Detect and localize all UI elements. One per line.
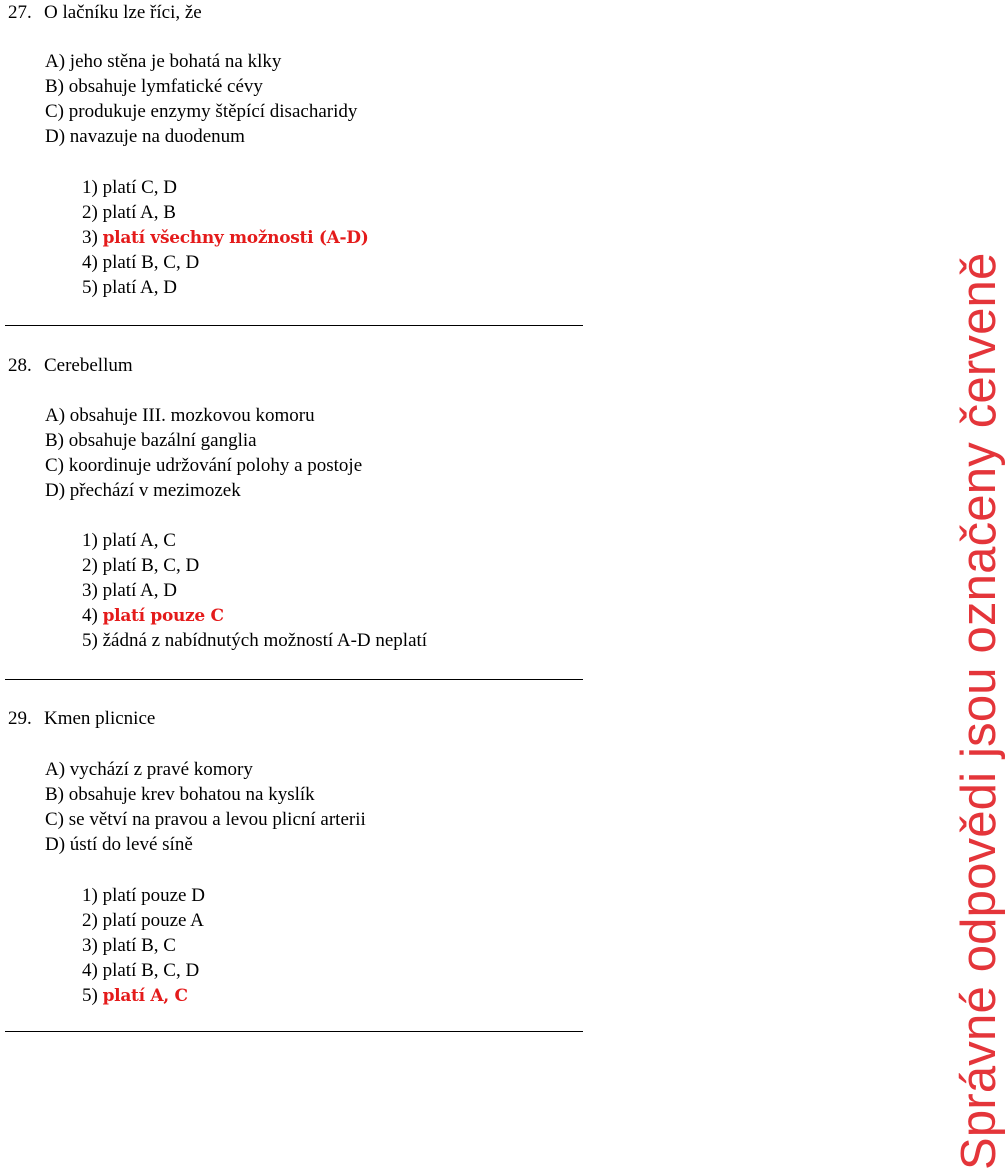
- option-prefix: 4): [82, 252, 98, 273]
- option-prefix: 1): [82, 177, 98, 198]
- option-text: platí B, C, D: [102, 252, 200, 273]
- option-prefix: 4): [82, 960, 98, 981]
- question-title: [8, 706, 155, 731]
- option-1: [82, 883, 205, 908]
- option-text: platí B, C, D: [102, 960, 200, 981]
- statement-b: B) obsahuje bazální ganglia: [45, 430, 257, 451]
- option-text: platí B, C, D: [102, 555, 200, 576]
- statement-c: C) produkuje enzymy štěpící disacharidy: [45, 101, 358, 122]
- question-number: 29.: [8, 708, 32, 729]
- option-prefix: 2): [82, 202, 98, 223]
- option-prefix: 2): [82, 910, 98, 931]
- question-title: [8, 353, 133, 378]
- correct-answers-note: Správné odpovědi jsou označeny červeně: [952, 252, 1006, 1170]
- option-2: [82, 908, 204, 933]
- option-prefix: 3): [82, 935, 98, 956]
- option-prefix: 4): [82, 605, 98, 626]
- option-2: [82, 200, 176, 225]
- question-title: [8, 0, 202, 25]
- option-prefix: 5): [82, 630, 98, 651]
- option-text: žádná z nabídnutých možností A-D neplatí: [102, 630, 428, 651]
- option-prefix: 3): [82, 227, 98, 248]
- option-4-correct: [82, 603, 224, 629]
- statement-c: C) se větví na pravou a levou plicní arterii: [45, 809, 366, 830]
- statement-a: A) vychází z pravé komory: [45, 759, 253, 780]
- option-text: platí A, B: [102, 202, 176, 223]
- statement-b: B) obsahuje krev bohatou na kyslík: [45, 784, 315, 805]
- option-text: platí pouze A: [102, 910, 204, 931]
- option-3-correct: [82, 225, 368, 251]
- option-5-correct: [82, 983, 188, 1009]
- option-prefix: 2): [82, 555, 98, 576]
- option-prefix: 1): [82, 530, 98, 551]
- statement-d: D) ústí do levé síně: [45, 834, 193, 855]
- option-prefix: 1): [82, 885, 98, 906]
- option-text: platí B, C: [102, 935, 176, 956]
- option-prefix: 5): [82, 277, 98, 298]
- option-5: [82, 275, 177, 300]
- correct-answer-text: platí všechny možnosti (A-D): [102, 228, 369, 248]
- option-1: [82, 175, 177, 200]
- option-4: [82, 958, 199, 983]
- option-text: platí A, D: [102, 277, 177, 298]
- option-3: [82, 933, 176, 958]
- option-prefix: 3): [82, 580, 98, 601]
- question-number: 27.: [8, 2, 32, 23]
- option-2: [82, 553, 199, 578]
- question-text: Cerebellum: [44, 355, 133, 376]
- divider-line: [5, 1031, 583, 1032]
- option-3: [82, 578, 177, 603]
- statement-b: B) obsahuje lymfatické cévy: [45, 76, 263, 97]
- option-1: [82, 528, 176, 553]
- question-text: O lačníku lze říci, že: [44, 2, 202, 23]
- statement-a: A) obsahuje III. mozkovou komoru: [45, 405, 315, 426]
- divider-line: [5, 679, 583, 680]
- statement-d: D) přechází v mezimozek: [45, 480, 241, 501]
- statement-d: D) navazuje na duodenum: [45, 126, 245, 147]
- option-text: platí C, D: [102, 177, 177, 198]
- option-text: platí pouze D: [102, 885, 205, 906]
- option-prefix: 5): [82, 985, 98, 1006]
- divider-line: [5, 325, 583, 326]
- statement-c: C) koordinuje udržování polohy a postoje: [45, 455, 363, 476]
- option-text: platí A, D: [102, 580, 177, 601]
- statement-a: A) jeho stěna je bohatá na klky: [45, 51, 282, 72]
- option-4: [82, 250, 199, 275]
- option-5: [82, 628, 427, 653]
- option-text: platí A, C: [102, 530, 176, 551]
- question-text: Kmen plicnice: [44, 708, 156, 729]
- correct-answer-text: platí pouze C: [102, 606, 224, 626]
- correct-answer-text: platí A, C: [102, 986, 188, 1006]
- question-number: 28.: [8, 355, 32, 376]
